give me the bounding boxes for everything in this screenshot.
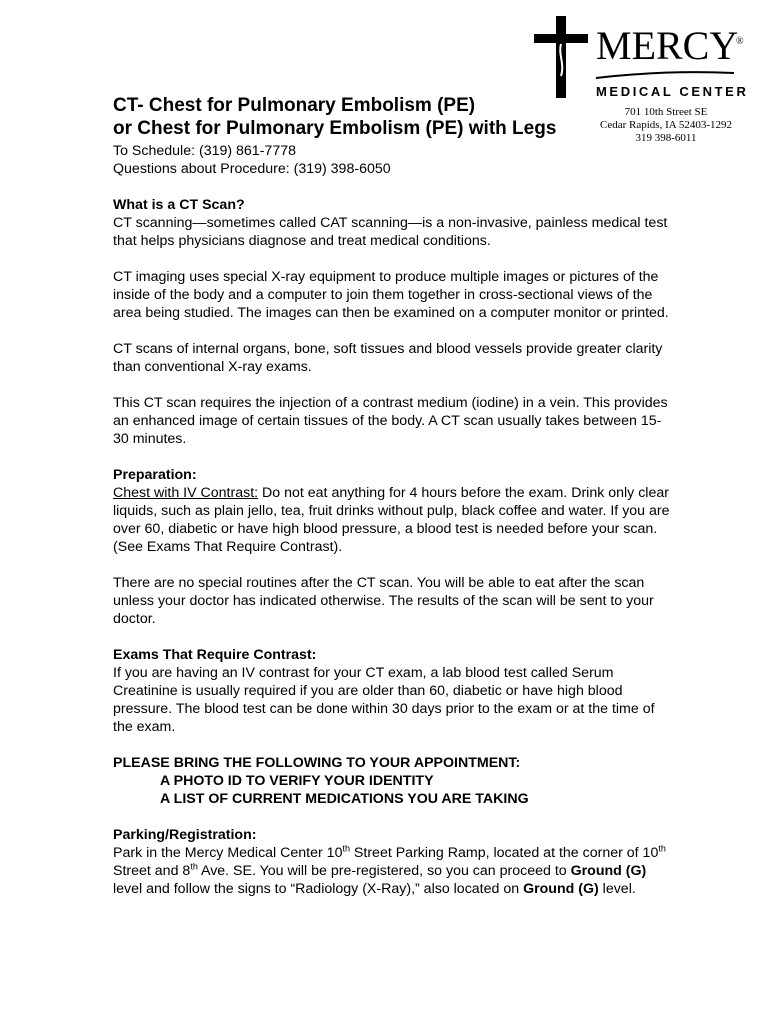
schedule-phone: To Schedule: (319) 861-7778 xyxy=(113,143,296,159)
bring-heading: PLEASE BRING THE FOLLOWING TO YOUR APPOINTMENT: xyxy=(113,755,521,771)
bring-item-photo-id: A PHOTO ID TO VERIFY YOUR IDENTITY xyxy=(160,773,434,789)
questions-phone: Questions about Procedure: (319) 398-6050 xyxy=(113,161,391,177)
parking-text-4: Ave. SE. You will be pre-registered, so you can proceed to xyxy=(197,863,571,879)
bring-item-medications: A LIST OF CURRENT MEDICATIONS YOU ARE TAKING xyxy=(160,791,529,807)
title-line-1: CT- Chest for Pulmonary Embolism (PE) xyxy=(113,95,476,116)
what-is-paragraph-4: This CT scan requires the injection of a contrast medium (iodine) in a vein. This provides an enhanced image of certain tissues of the body. A CT scan usually takes between 15-30 minutes. xyxy=(113,395,668,447)
logo-subtitle: MEDICAL CENTER xyxy=(596,84,749,99)
after-scan-paragraph: There are no special routines after the CT scan. You will be able to eat after the scan unless your doctor has indicated otherwise. The results of the scan will be sent to your doctor. xyxy=(113,575,654,627)
parking-text-1: Park in the Mercy Medical Center 10 xyxy=(113,845,343,861)
parking-sup-2: th xyxy=(658,843,666,854)
what-is-paragraph-2: CT imaging uses special X-ray equipment to produce multiple images or pictures of the inside of the body and a computer to join them together in cross-sectional views of the area being studied. The images can then be examined on a computer monitor or printed. xyxy=(113,269,669,321)
what-is-paragraph-3: CT scans of internal organs, bone, soft tissues and blood vessels provide greater clarity than conventional X-ray exams. xyxy=(113,341,663,375)
preparation-text: Do not eat anything for 4 hours before the exam. Drink only clear liquids, such as plain jello, tea, fruit drinks without pulp, black coffee and water. If you are over 60, diabetic or have high blood pressure, a blood test is needed before your scan. (See Exams That Require Contrast). xyxy=(113,485,670,555)
address-line-2: Cedar Rapids, IA 52403-1292 xyxy=(600,119,732,131)
parking-heading: Parking/Registration: xyxy=(113,827,257,843)
parking-ground-level-2: Ground (G) xyxy=(523,881,599,897)
parking-sup-3: th xyxy=(190,861,198,872)
logo-brand: MERCY xyxy=(596,23,739,68)
logo-swoosh xyxy=(594,70,736,80)
parking-text-3: Street and 8 xyxy=(113,863,191,879)
contrast-paragraph: If you are having an IV contrast for your CT exam, a lab blood test called Serum Creatinine is usually required if you are older than 60, diabetic or have high blood pressure. The blood test can be done within 30 days prior to the exam or at the time of the exam. xyxy=(113,665,655,735)
parking-text-6: level. xyxy=(598,881,636,897)
parking-text-2: Street Parking Ramp, located at the corner of 10 xyxy=(349,845,659,861)
cross-icon xyxy=(532,14,592,100)
address-phone: 319 398-6011 xyxy=(635,132,697,144)
what-is-paragraph-1: CT scanning—sometimes called CAT scanning—is a non-invasive, painless medical test that helps physicians diagnose and treat medical conditions. xyxy=(113,215,668,249)
preparation-label: Chest with IV Contrast: xyxy=(113,485,259,501)
contrast-heading: Exams That Require Contrast: xyxy=(113,647,317,663)
title-line-2: or Chest for Pulmonary Embolism (PE) with Legs xyxy=(113,118,557,139)
preparation-heading: Preparation: xyxy=(113,467,197,483)
what-is-heading: What is a CT Scan? xyxy=(113,197,245,213)
preparation-paragraph xyxy=(113,484,673,556)
parking-ground-level-1: Ground (G) xyxy=(570,863,647,879)
parking-sup-1: th xyxy=(342,843,350,854)
registered-mark: ® xyxy=(736,36,744,47)
document-body xyxy=(113,94,673,898)
parking-text-5: level and follow the signs to “Radiology (X-Ray),” also located on xyxy=(113,881,524,897)
parking-paragraph xyxy=(113,844,673,898)
address-line-1: 701 10th Street SE xyxy=(624,106,708,118)
